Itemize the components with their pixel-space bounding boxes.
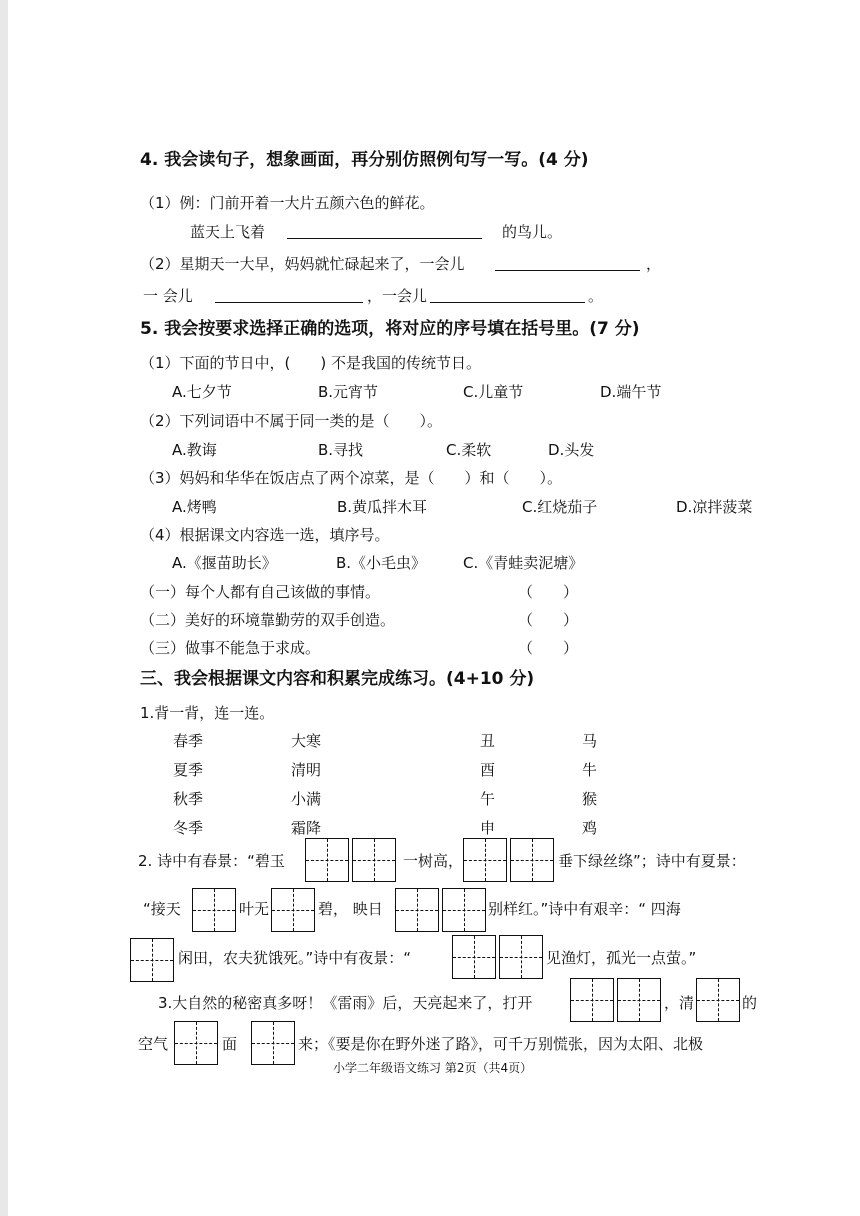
- answer-paren[interactable]: （ ）: [518, 583, 579, 601]
- q5-s4-item-2: （二）美好的环境靠勤劳的双手创造。: [140, 611, 396, 629]
- animal-cell: 鸡: [582, 819, 598, 837]
- tianzige-box[interactable]: [395, 888, 439, 932]
- season-cell: 冬季: [173, 819, 204, 837]
- sec3-title: 三、我会根据课文内容和积累完成练习。(4+10 分): [140, 669, 535, 689]
- sec3-q1-title: 1.背一背，连一连。: [140, 704, 275, 722]
- tianzige-box[interactable]: [130, 938, 174, 982]
- tianzige-box[interactable]: [251, 1021, 295, 1065]
- q5-s1-opt-b: B.元宵节: [318, 383, 379, 401]
- q3-text: 面: [222, 1035, 238, 1053]
- q4-comma: ，: [646, 255, 662, 273]
- animal-cell: 马: [582, 732, 598, 750]
- animal-cell: 牛: [582, 761, 598, 779]
- scan-edge: [0, 0, 8, 1216]
- animal-cell: 猴: [582, 790, 598, 808]
- tianzige-box[interactable]: [192, 888, 236, 932]
- q5-s4-opt-c: C.《青蛙卖泥塘》: [463, 554, 584, 572]
- season-cell: 秋季: [173, 790, 204, 808]
- q4-p2-b1: 一 会儿: [143, 287, 193, 305]
- branch-cell: 丑: [480, 732, 496, 750]
- tianzige-box[interactable]: [499, 935, 543, 979]
- tianzige-box[interactable]: [617, 978, 661, 1022]
- poem-text: 叶无: [239, 900, 270, 918]
- poem-text: 一树高，: [403, 852, 464, 870]
- q5-s4-opt-b: B.《小毛虫》: [336, 554, 427, 572]
- q5-s4-item-3: （三）做事不能急于求成。: [140, 639, 321, 657]
- branch-cell: 申: [480, 819, 496, 837]
- q5-s2-opt-a: A.教诲: [172, 441, 217, 459]
- q3-text: 来；《要是你在野外迷了路》，可千万别慌张，因为太阳、北极: [298, 1035, 704, 1053]
- q5-s1: （1）下面的节日中，( ) 不是我国的传统节日。: [140, 354, 482, 372]
- q5-s2: （2）下列词语中不属于同一类的是（ ）。: [140, 412, 443, 430]
- q4-p2-b2: ，一会儿: [367, 287, 428, 305]
- season-cell: 夏季: [173, 761, 204, 779]
- poem-text: “接天: [143, 900, 181, 918]
- q5-s3-opt-b: B.黄瓜拌木耳: [337, 498, 428, 516]
- answer-blank[interactable]: [430, 302, 585, 303]
- q5-s4-item-1: （一）每个人都有自己该做的事情。: [140, 583, 381, 601]
- tianzige-box[interactable]: [570, 978, 614, 1022]
- solar-term-cell: 清明: [291, 761, 322, 779]
- q5-s4: （4）根据课文内容选一选，填序号。: [140, 526, 390, 544]
- poem-text: 见渔灯，孤光一点萤。”: [546, 949, 697, 967]
- q4-p2-line: （2）星期天一大早，妈妈就忙碌起来了，一会儿: [140, 255, 465, 273]
- q5-s2-opt-d: D.头发: [548, 441, 595, 459]
- answer-paren[interactable]: （ ）: [518, 611, 579, 629]
- solar-term-cell: 霜降: [291, 819, 322, 837]
- q4-example: （1）例：门前开着一大片五颜六色的鲜花。: [140, 194, 435, 212]
- answer-blank[interactable]: [495, 270, 640, 271]
- q3-text: 3.大自然的秘密真多呀！《雷雨》后，天亮起来了，打开: [158, 994, 533, 1012]
- branch-cell: 午: [480, 790, 496, 808]
- q5-s1-opt-a: A.七夕节: [172, 383, 232, 401]
- q4-title: 4. 我会读句子，想象画面，再分别仿照例句写一写。(4 分): [140, 150, 589, 170]
- q4-line-b: 的鸟儿。: [502, 223, 563, 241]
- q3-text: ，清: [664, 994, 695, 1012]
- q5-s2-opt-b: B.寻找: [318, 441, 364, 459]
- poem-text: 2. 诗中有春景：“碧玉: [138, 852, 285, 870]
- tianzige-box[interactable]: [510, 838, 554, 882]
- tianzige-box[interactable]: [452, 935, 496, 979]
- q4-end: 。: [588, 287, 604, 305]
- poem-text: 别样红。”诗中有艰辛：“ 四海: [488, 900, 681, 918]
- tianzige-box[interactable]: [174, 1021, 218, 1065]
- q5-s4-opt-a: A.《揠苗助长》: [172, 554, 277, 572]
- poem-text: 碧， 映日: [318, 900, 383, 918]
- q4-line-a: 蓝天上飞着: [190, 223, 266, 241]
- branch-cell: 酉: [480, 761, 496, 779]
- tianzige-box[interactable]: [463, 838, 507, 882]
- q5-s3-opt-c: C.红烧茄子: [522, 498, 598, 516]
- tianzige-box[interactable]: [352, 838, 396, 882]
- tianzige-box[interactable]: [442, 888, 486, 932]
- tianzige-box[interactable]: [696, 978, 740, 1022]
- q3-text: 空气: [138, 1035, 169, 1053]
- q5-s1-opt-d: D.端午节: [600, 383, 662, 401]
- poem-text: 垂下绿丝绦”；诗中有夏景：: [558, 852, 746, 870]
- tianzige-box[interactable]: [305, 838, 349, 882]
- solar-term-cell: 小满: [291, 790, 322, 808]
- q5-s2-opt-c: C.柔软: [446, 441, 492, 459]
- solar-term-cell: 大寒: [291, 732, 322, 750]
- q5-s1-opt-c: C.儿童节: [463, 383, 524, 401]
- answer-blank[interactable]: [215, 302, 363, 303]
- poem-text: 闲田，农夫犹饿死。”诗中有夜景：“: [178, 949, 412, 967]
- q5-s3-opt-d: D.凉拌菠菜: [676, 498, 753, 516]
- answer-paren[interactable]: （ ）: [518, 639, 579, 657]
- answer-blank[interactable]: [287, 238, 482, 239]
- q5-title: 5. 我会按要求选择正确的选项，将对应的序号填在括号里。(7 分): [140, 319, 640, 339]
- season-cell: 春季: [173, 732, 204, 750]
- q5-s3: （3）妈妈和华华在饭店点了两个凉菜，是（ ）和（ ）。: [140, 469, 563, 487]
- page-footer: 小学二年级语文练习 第2页（共4页）: [333, 1061, 533, 1075]
- q3-text: 的: [742, 994, 758, 1012]
- tianzige-box[interactable]: [271, 888, 315, 932]
- q5-s3-opt-a: A.烤鸭: [172, 498, 217, 516]
